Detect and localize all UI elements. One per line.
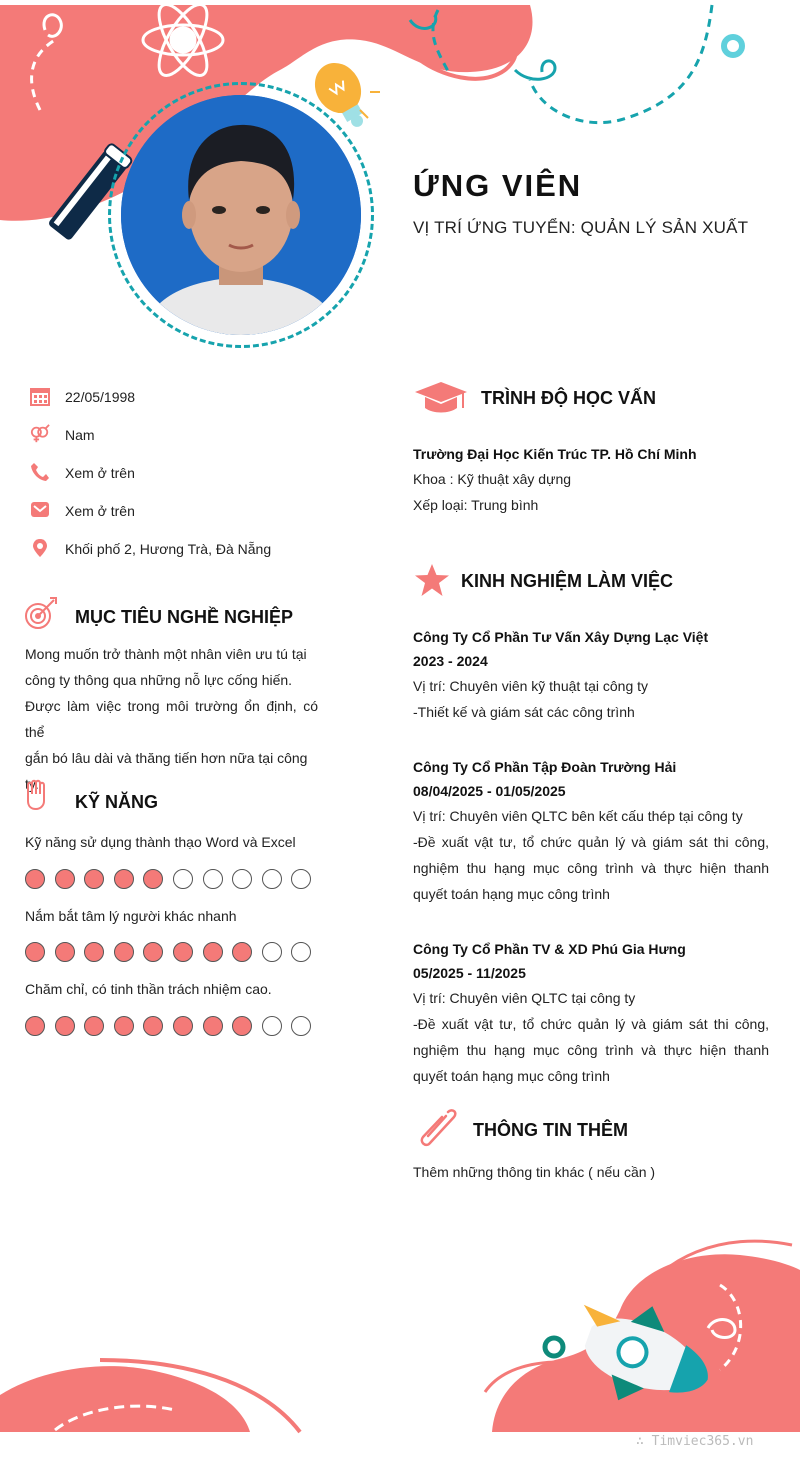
rating-dot-empty xyxy=(173,869,193,889)
rating-dot-filled xyxy=(84,1016,104,1036)
rating-dot-filled xyxy=(114,942,134,962)
objective-line: Mong muốn trở thành một nhân viên ưu tú tại xyxy=(25,646,307,662)
gender-text: Nam xyxy=(65,427,95,443)
skill-rating xyxy=(25,942,325,964)
rating-dot-empty xyxy=(262,1016,282,1036)
objective-title: MỤC TIÊU NGHỀ NGHIỆP xyxy=(75,607,294,627)
job-description-line: quyết toán hạng mục công trình xyxy=(413,886,610,902)
rating-dot-filled xyxy=(55,869,75,889)
rating-dot-filled xyxy=(25,1016,45,1036)
skill-name: Nắm bắt tâm lý người khác nhanh xyxy=(25,908,237,924)
rating-dot-filled xyxy=(143,942,163,962)
email-text: Xem ở trên xyxy=(65,503,135,519)
job-description-line: -Thiết kế và giám sát các công trình xyxy=(413,704,635,720)
avatar xyxy=(121,95,361,335)
dashed-curve-top-right xyxy=(530,5,712,123)
rating-dot-empty xyxy=(262,942,282,962)
address-text: Khối phố 2, Hương Trà, Đà Nẵng xyxy=(65,541,272,557)
phone-text: Xem ở trên xyxy=(65,465,135,481)
paperclip-icon xyxy=(416,1108,460,1150)
job-description-line: -Đề xuất vật tư, tổ chức quản lý và giám sát thi công, xyxy=(413,834,769,850)
birthday-text: 22/05/1998 xyxy=(65,389,136,405)
rating-dot-filled xyxy=(25,869,45,889)
extra-title: THÔNG TIN THÊM xyxy=(473,1120,628,1140)
contact-address xyxy=(30,538,350,562)
rating-dot-empty xyxy=(232,869,252,889)
education-school: Trường Đại Học Kiến Trúc TP. Hồ Chí Minh xyxy=(413,446,697,462)
objective-line: Được làm việc trong môi trường ổn định, có thể xyxy=(25,698,318,740)
education-title: TRÌNH ĐỘ HỌC VẤN xyxy=(481,388,656,408)
candidate-name: ỨNG VIÊN xyxy=(413,168,583,203)
job-role: Vị trí: Chuyên viên QLTC bên kết cấu thép tại công ty xyxy=(413,808,743,824)
location-pin-icon xyxy=(30,538,50,558)
skill-rating xyxy=(25,1016,325,1038)
job-period: 2023 - 2024 xyxy=(413,653,488,669)
job-period: 05/2025 - 11/2025 xyxy=(413,965,526,981)
rating-dot-empty xyxy=(262,869,282,889)
job-description-line: nghiệm thu hạng mục công trình và thực hiện thanh xyxy=(413,1042,769,1058)
rating-dot-empty xyxy=(203,869,223,889)
job-description xyxy=(413,699,769,725)
rating-dot-filled xyxy=(173,942,193,962)
objective-text xyxy=(25,641,318,797)
rating-dot-filled xyxy=(232,1016,252,1036)
email-icon xyxy=(30,500,50,520)
teal-ring xyxy=(724,37,742,55)
job-description-line: -Đề xuất vật tư, tổ chức quản lý và giám sát thi công, xyxy=(413,1016,769,1032)
objective-line: ty. xyxy=(25,776,39,792)
rating-dot-filled xyxy=(143,1016,163,1036)
rating-dot-empty xyxy=(291,1016,311,1036)
watermark: ∴ Timviec365.vn xyxy=(636,1434,754,1449)
contact-email xyxy=(30,500,350,524)
job-period: 08/04/2025 - 01/05/2025 xyxy=(413,783,566,799)
avatar-portrait xyxy=(121,95,361,335)
rating-dot-filled xyxy=(25,942,45,962)
rating-dot-empty xyxy=(291,869,311,889)
teal-swirl xyxy=(515,61,555,79)
rating-dot-filled xyxy=(114,869,134,889)
rating-dot-filled xyxy=(55,1016,75,1036)
skill-rating xyxy=(25,869,325,891)
rating-dot-filled xyxy=(84,942,104,962)
rating-dot-filled xyxy=(143,869,163,889)
job-company: Công Ty Cổ Phần Tư Vấn Xây Dựng Lạc Việt xyxy=(413,629,709,645)
job-description xyxy=(413,1011,769,1089)
rating-dot-filled xyxy=(55,942,75,962)
phone-icon xyxy=(30,462,50,482)
education-grade: Xếp loại: Trung bình xyxy=(413,497,539,513)
rating-dot-filled xyxy=(173,1016,193,1036)
job-role: Vị trí: Chuyên viên QLTC tại công ty xyxy=(413,990,636,1006)
rocket-ring xyxy=(545,1338,563,1356)
avatar-frame xyxy=(108,82,374,348)
star-icon xyxy=(414,563,450,597)
objective-line: công ty thông qua những nỗ lực cống hiến. xyxy=(25,672,293,688)
rating-dot-filled xyxy=(203,942,223,962)
skill-name: Kỹ năng sử dụng thành thạo Word và Excel xyxy=(25,834,296,850)
contact-gender xyxy=(30,424,350,448)
target-icon xyxy=(24,596,58,630)
contact-birthday xyxy=(30,386,350,410)
job-description-line: quyết toán hạng mục công trình xyxy=(413,1068,610,1084)
gender-icon xyxy=(30,424,50,444)
rating-dot-filled xyxy=(232,942,252,962)
calendar-icon xyxy=(30,386,50,406)
job-company: Công Ty Cổ Phần TV & XD Phú Gia Hưng xyxy=(413,941,686,957)
hand-icon xyxy=(24,779,48,811)
rating-dot-empty xyxy=(291,942,311,962)
education-faculty: Khoa : Kỹ thuật xây dựng xyxy=(413,471,572,487)
experience-title: KINH NGHIỆM LÀM VIỆC xyxy=(461,571,674,591)
skill-name: Chăm chỉ, có tinh thần trách nhiệm cao. xyxy=(25,981,272,997)
job-description xyxy=(413,829,769,907)
rating-dot-filled xyxy=(84,869,104,889)
graduation-cap-icon xyxy=(413,380,469,416)
applied-position: VỊ TRÍ ỨNG TUYỂN: QUẢN LÝ SẢN XUẤT xyxy=(413,218,749,237)
rating-dot-filled xyxy=(203,1016,223,1036)
contact-phone xyxy=(30,462,350,486)
job-company: Công Ty Cổ Phần Tập Đoàn Trường Hải xyxy=(413,759,677,775)
rating-dot-filled xyxy=(114,1016,134,1036)
job-role: Vị trí: Chuyên viên kỹ thuật tại công ty xyxy=(413,678,649,694)
skills-title: KỸ NĂNG xyxy=(75,792,159,812)
extra-text: Thêm những thông tin khác ( nếu cần ) xyxy=(413,1164,656,1180)
job-description-line: nghiệm thu hạng mục công trình và thực hiện thanh xyxy=(413,860,769,876)
objective-line: gắn bó lâu dài và thăng tiến hơn nữa tại công xyxy=(25,750,308,766)
